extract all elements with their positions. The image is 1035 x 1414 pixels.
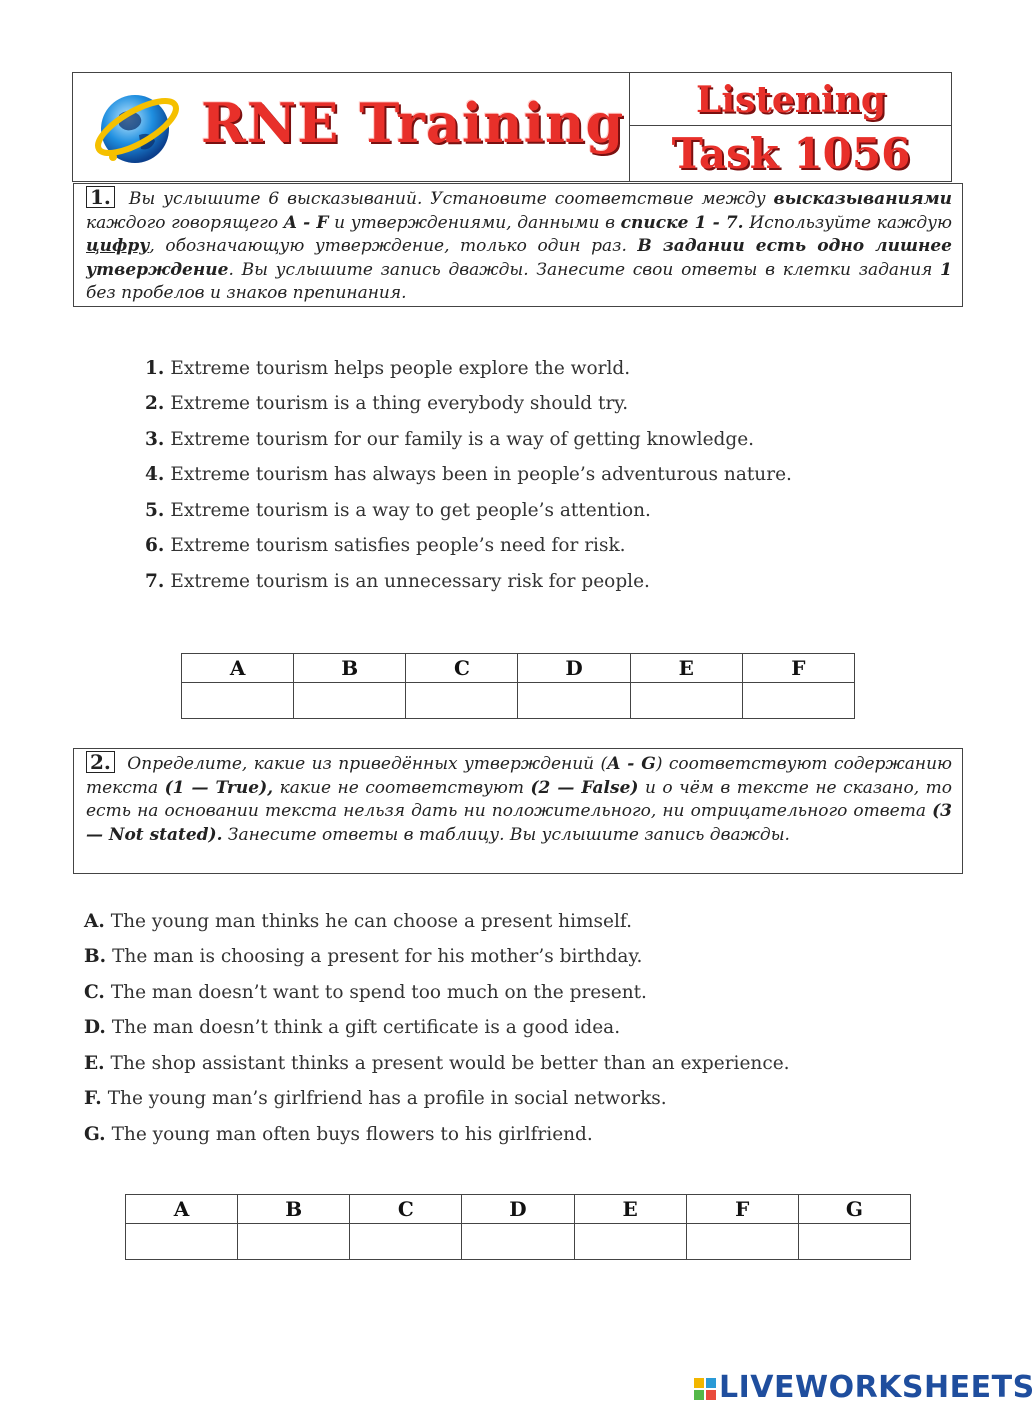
list-item: C. The man doesn’t want to spend too much on the present.: [84, 982, 647, 1003]
section-label-listening: Listening: [696, 79, 886, 121]
column-header: F: [686, 1195, 798, 1224]
list-item: 2. Extreme tourism is a thing everybody should try.: [145, 393, 629, 414]
answer-cell-e[interactable]: [574, 1224, 686, 1260]
column-header: A: [182, 654, 294, 683]
column-header: B: [294, 654, 406, 683]
task-number-label: Task 1056: [671, 129, 911, 178]
answer-cell-a[interactable]: [182, 683, 294, 719]
list-item: 7. Extreme tourism is an unnecessary risk for people.: [145, 571, 650, 592]
answer-cell-b[interactable]: [294, 683, 406, 719]
table-header-row: [126, 1195, 911, 1224]
task2-answer-table: [125, 1194, 911, 1260]
column-header: A: [126, 1195, 238, 1224]
list-item: 4. Extreme tourism has always been in people’s adventurous nature.: [145, 464, 792, 485]
answer-cell-c[interactable]: [350, 1224, 462, 1260]
column-header: E: [574, 1195, 686, 1224]
list-item: A. The young man thinks he can choose a present himself.: [84, 911, 632, 932]
list-item: D. The man doesn’t think a gift certificate is a good idea.: [84, 1017, 621, 1038]
task1-instructions: 1. Вы услышите 6 высказываний. Установите соответствие между высказываниями каждого говорящего A - F и утверждениями, данными в списке 1 - 7. Используйте каждую цифру, обозначающую утверждение, только один раз. В задании есть одно лишнее утверждение. Вы услышите запись дважды. Занесите свои ответы в клетки задания 1 без пробелов и знаков препинания.: [73, 183, 963, 307]
column-header: F: [742, 654, 854, 683]
list-item: G. The young man often buys flowers to his girlfriend.: [84, 1124, 593, 1145]
globe-logo-icon: [89, 85, 185, 169]
list-item: E. The shop assistant thinks a present would be better than an experience.: [84, 1053, 790, 1074]
header-box: [72, 72, 952, 182]
list-item: 1. Extreme tourism helps people explore the world.: [145, 358, 631, 379]
liveworksheets-brand[interactable]: LIVEWORKSHEETS: [719, 1370, 1035, 1405]
answer-cell-f[interactable]: [686, 1224, 798, 1260]
column-header: B: [238, 1195, 350, 1224]
list-item: 3. Extreme tourism for our family is a way of getting knowledge.: [145, 429, 755, 450]
column-header: C: [406, 654, 518, 683]
list-item: F. The young man’s girlfriend has a profile in social networks.: [84, 1088, 667, 1109]
answer-cell-d[interactable]: [518, 683, 630, 719]
task2-number: 2.: [86, 751, 115, 773]
answer-cell-g[interactable]: [798, 1224, 910, 1260]
liveworksheets-logo-icon: [694, 1378, 716, 1400]
task1-number: 1.: [86, 186, 115, 208]
task2-instructions: 2. Определите, какие из приведённых утверждений (A - G) соответствуют содержанию текста (1 — True), какие не соответствуют (2 — False) и о чём в тексте не сказано, то есть на основании текста нельзя дать ни положительного, ни отрицательного ответа (3 — Not stated). Занесите ответы в таблицу. Вы услышите запись дважды.: [73, 748, 963, 874]
answer-cell-d[interactable]: [462, 1224, 574, 1260]
answer-cell-f[interactable]: [742, 683, 854, 719]
brand-title: RNE Training: [201, 91, 625, 155]
list-item: 6. Extreme tourism satisfies people’s need for risk.: [145, 535, 626, 556]
column-header: E: [630, 654, 742, 683]
column-header: C: [350, 1195, 462, 1224]
list-item: 5. Extreme tourism is a way to get people’s attention.: [145, 500, 651, 521]
table-header-row: [182, 654, 855, 683]
column-header: D: [462, 1195, 574, 1224]
answer-cell-e[interactable]: [630, 683, 742, 719]
answer-cell-b[interactable]: [238, 1224, 350, 1260]
column-header: D: [518, 654, 630, 683]
answer-cell-c[interactable]: [406, 683, 518, 719]
answer-cell-a[interactable]: [126, 1224, 238, 1260]
list-item: B. The man is choosing a present for his mother’s birthday.: [84, 946, 643, 967]
column-header: G: [798, 1195, 910, 1224]
answer-row: [126, 1224, 911, 1260]
task1-answer-table: [181, 653, 855, 719]
answer-row: [182, 683, 855, 719]
